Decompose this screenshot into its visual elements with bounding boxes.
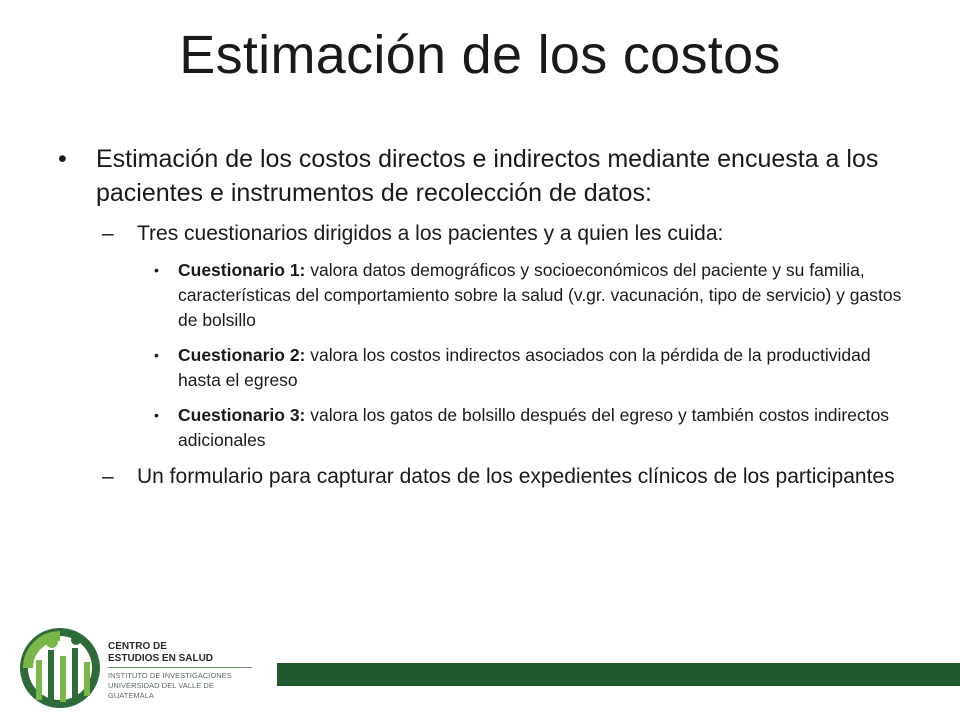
sub-bullet-form <box>56 463 916 491</box>
sub-bullet-questionnaires-text: Tres cuestionarios dirigidos a los pacientes y a quien les cuida: <box>137 222 724 245</box>
slide-title: Estimación de los costos <box>179 25 781 85</box>
bullet-main <box>56 142 916 210</box>
questionnaire-3-item <box>56 403 916 453</box>
questionnaire-3-label: Cuestionario 3: <box>178 405 306 425</box>
sub-bullet-questionnaires <box>56 220 916 248</box>
bullet-dot-icon: • <box>154 262 159 278</box>
dash-icon: – <box>102 465 114 488</box>
logo-name <box>108 641 258 665</box>
logo-line-3: INSTITUTO DE INVESTIGACIONES <box>108 671 232 680</box>
logo-divider <box>108 667 252 668</box>
questionnaire-2-text: valora los costos indirectos asociados con la pérdida de la productividad hasta el egreso <box>178 345 871 390</box>
questionnaire-1-label: Cuestionario 1: <box>178 260 306 280</box>
footer-accent-bar <box>277 663 960 686</box>
questionnaire-2-item <box>56 343 916 393</box>
bullet-dot-icon: • <box>154 407 159 423</box>
bullet-dot-icon: • <box>58 145 67 173</box>
questionnaire-1-item <box>56 258 916 333</box>
bullet-dot-icon: • <box>154 347 159 363</box>
logo-line-1: CENTRO DE <box>108 641 167 652</box>
bullet-main-text: Estimación de los costos directos e indirectos mediante encuesta a los pacientes e instrumentos de recolección de datos: <box>96 145 879 207</box>
logo-line-4: UNIVERSIDAD DEL VALLE DE GUATEMALA <box>108 681 214 700</box>
questionnaire-2-label: Cuestionario 2: <box>178 345 306 365</box>
questionnaire-3-text: valora los gatos de bolsillo después del egreso y también costos indirectos adicionales <box>178 405 890 450</box>
dash-icon: – <box>102 222 114 245</box>
logo-subtitle <box>108 671 260 701</box>
logo-line-2: ESTUDIOS EN SALUD <box>108 653 214 664</box>
sub-bullet-form-text: Un formulario para capturar datos de los expedientes clínicos de los participantes <box>137 465 895 488</box>
slide-body <box>56 142 916 501</box>
questionnaire-1-text: valora datos demográficos y socioeconómicos del paciente y su familia, características del comportamiento sobre la salud (v.gr. vacunación, tipo de servicio) y gastos de bolsillo <box>178 260 902 330</box>
